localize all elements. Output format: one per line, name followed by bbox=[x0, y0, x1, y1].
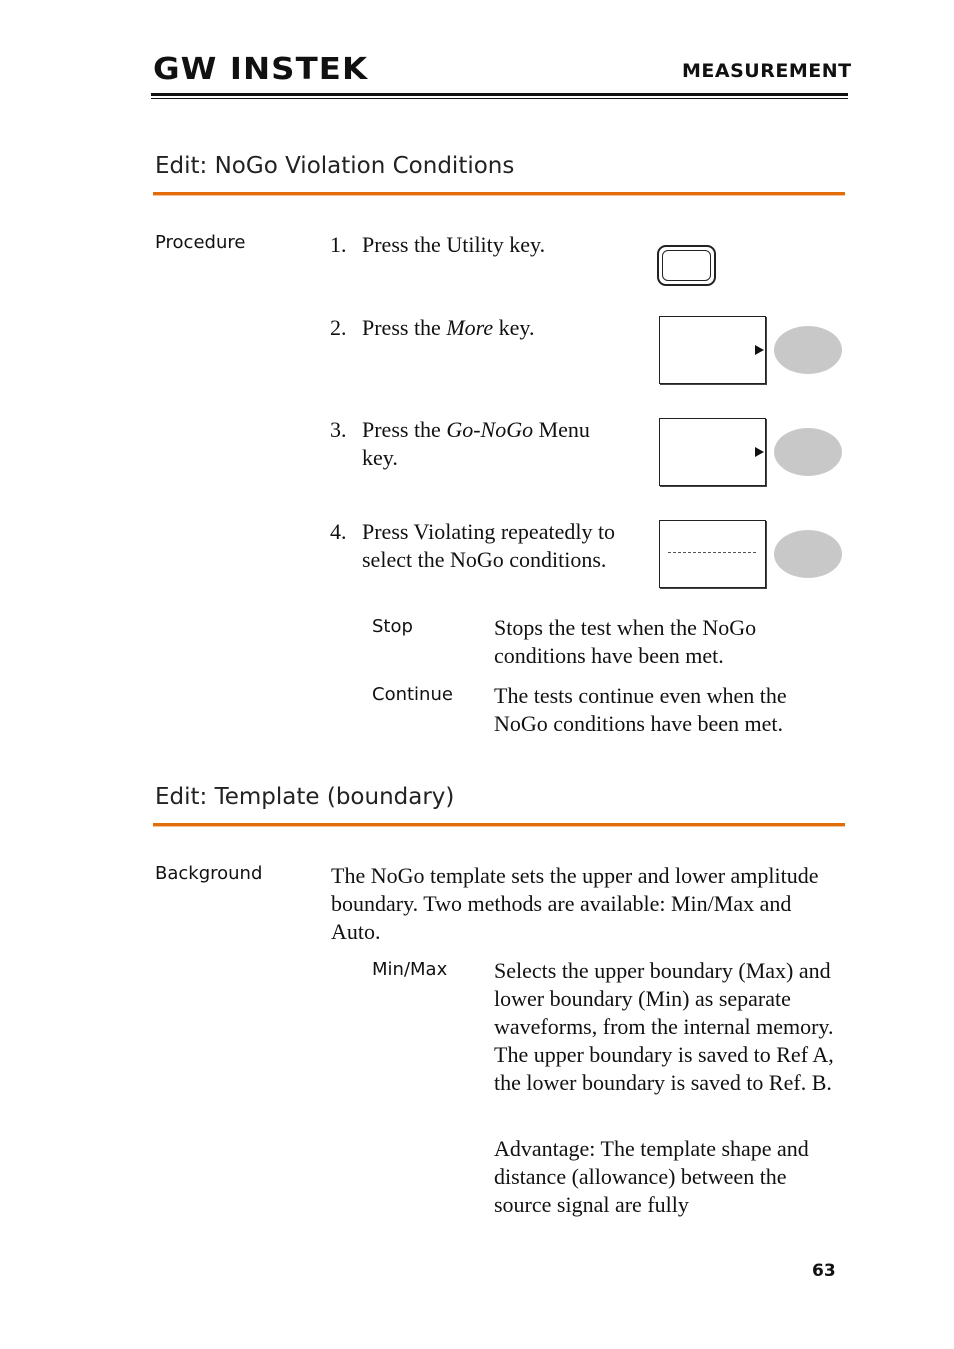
step-4 bbox=[330, 518, 635, 574]
section-heading-nogo-violation: Edit: NoGo Violation Conditions bbox=[155, 153, 515, 179]
step-number: 1. bbox=[330, 232, 347, 257]
step-3 bbox=[330, 416, 630, 472]
option-text-continue: The tests continue even when the NoGo conditions have been met. bbox=[494, 683, 787, 736]
step-number: 2. bbox=[330, 315, 347, 340]
option-label-minmax: Min/Max bbox=[372, 959, 448, 980]
option-label-stop: Stop bbox=[372, 616, 413, 637]
step-number: 4. bbox=[330, 519, 347, 544]
submenu-arrow-icon bbox=[755, 345, 764, 355]
advantage-text: Advantage: The template shape and distance (allowance) between the source signal are fully bbox=[494, 1136, 809, 1217]
step-key-name: More bbox=[446, 315, 494, 340]
procedure-label: Procedure bbox=[155, 232, 246, 253]
background-label: Background bbox=[155, 863, 263, 884]
step-key-name: Go-NoGo bbox=[446, 417, 534, 442]
step-text: Press Violating repeatedly to select the NoGo conditions. bbox=[362, 519, 616, 572]
section-heading-template: Edit: Template (boundary) bbox=[155, 784, 455, 810]
header-rule-thin bbox=[151, 98, 848, 99]
softkey-icon bbox=[774, 530, 842, 578]
step-text-end: Menu key. bbox=[362, 417, 590, 470]
softkey-icon bbox=[774, 326, 842, 374]
step-text: Press the Utility key. bbox=[362, 232, 546, 257]
step-text-end: key. bbox=[493, 315, 535, 340]
violating-menu-icon bbox=[659, 520, 766, 588]
dashed-line-icon bbox=[668, 552, 756, 553]
submenu-arrow-icon bbox=[755, 447, 764, 457]
softkey-icon bbox=[774, 428, 842, 476]
header-rule bbox=[151, 93, 848, 96]
utility-key-icon bbox=[657, 245, 716, 286]
option-text-stop: Stops the test when the NoGo conditions have been met. bbox=[494, 615, 757, 668]
section-divider bbox=[153, 823, 845, 827]
step-1 bbox=[330, 231, 630, 259]
background-text: The NoGo template sets the upper and lower amplitude boundary. Two methods are available: Min/Max and Auto. bbox=[331, 863, 819, 944]
step-number: 3. bbox=[330, 417, 347, 442]
step-2 bbox=[330, 314, 630, 342]
page-number: 63 bbox=[812, 1261, 836, 1281]
chapter-label: MEASUREMENT bbox=[682, 60, 852, 82]
go-nogo-menu-icon bbox=[659, 418, 766, 486]
option-text-minmax: Selects the upper boundary (Max) and lower boundary (Min) as separate waveforms, from the internal memory. The upper boundary is saved to Ref A, the lower boundary is saved to Ref. B. bbox=[494, 958, 834, 1095]
step-text: Press the bbox=[362, 417, 447, 442]
step-text: Press the bbox=[362, 315, 447, 340]
brand-logo: GW INSTEK bbox=[153, 52, 369, 87]
more-menu-icon bbox=[659, 316, 766, 384]
option-label-continue: Continue bbox=[372, 684, 453, 705]
section-divider bbox=[153, 192, 845, 196]
